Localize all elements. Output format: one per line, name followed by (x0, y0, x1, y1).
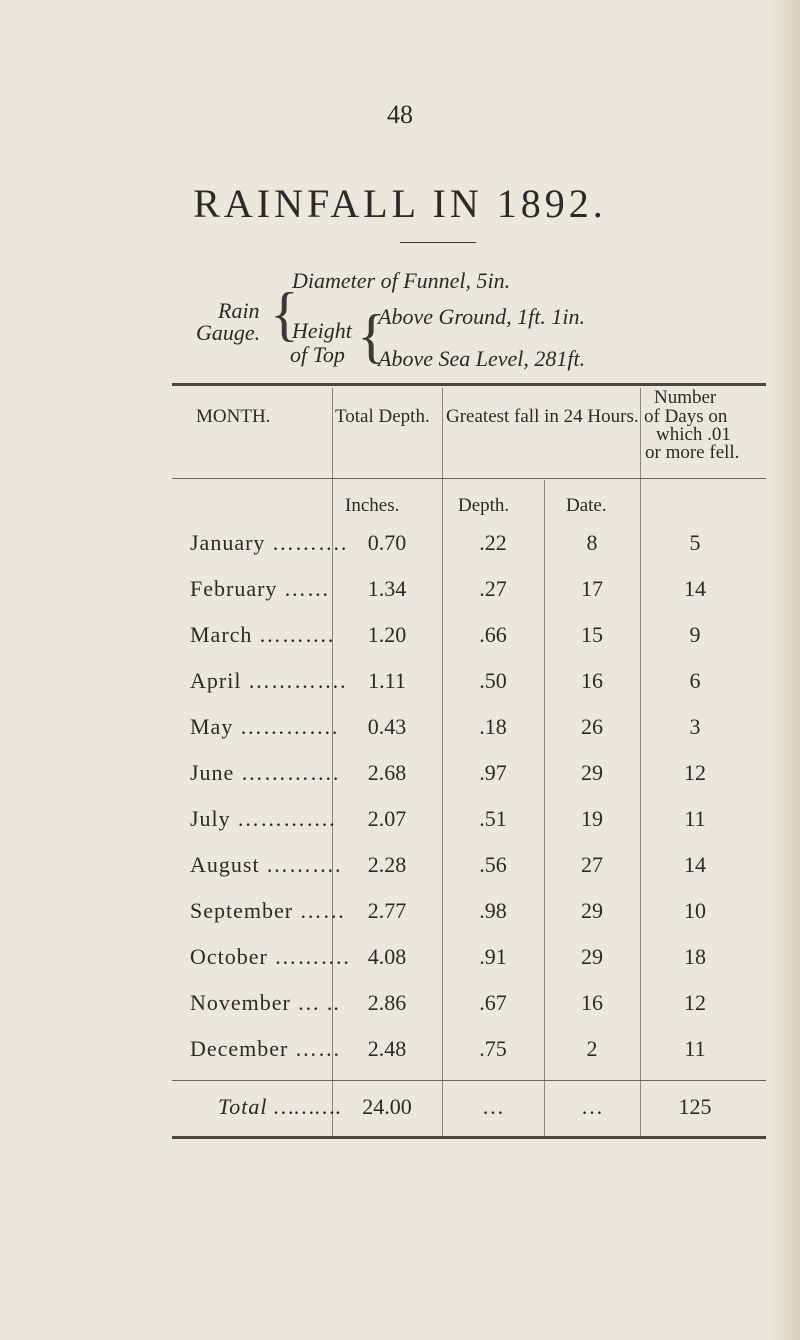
column-header-greatest-fall: Greatest fall in 24 Hours. (446, 406, 639, 427)
height-brace: { (357, 303, 386, 369)
depth-cell: .91 (479, 944, 507, 969)
depth-cell: .97 (479, 760, 507, 785)
total-cell: 1.20 (367, 622, 407, 647)
days-cell: 12 (684, 760, 706, 785)
days-cell: 6 (689, 668, 701, 693)
total-cell: 2.77 (367, 898, 407, 923)
gauge-brace: { (270, 281, 299, 347)
days-cell: 11 (684, 806, 706, 831)
above-sea: Above Sea Level, 281ft. (378, 346, 586, 371)
date-cell: 15 (581, 622, 603, 647)
depth-cell: .51 (479, 806, 507, 831)
column-header-total-depth: Total Depth. (335, 406, 430, 427)
month-cell: June …………. (190, 760, 340, 785)
funnel-diameter: Diameter of Funnel, 5in. (292, 268, 511, 293)
days-cell: 14 (684, 576, 706, 601)
date-cell: 29 (581, 760, 603, 785)
above-ground: Above Ground, 1ft. 1in. (378, 304, 585, 329)
page-title: RAINFALL IN 1892. (193, 181, 607, 226)
total-cell: 2.07 (367, 806, 407, 831)
days-cell: 3 (689, 714, 701, 739)
page-number: 48 (387, 100, 413, 129)
month-cell: April …………. (190, 668, 347, 693)
height-label-1: Height (292, 318, 352, 343)
days-cell: 5 (689, 530, 701, 555)
depth-cell: … (482, 1094, 504, 1119)
table-top-rule (172, 383, 766, 386)
column-header-days-2: of Days on (644, 406, 728, 427)
date-cell: 16 (581, 990, 603, 1015)
date-cell: 26 (581, 714, 603, 739)
month-cell: May …………. (190, 714, 339, 739)
depth-cell: .27 (479, 576, 507, 601)
total-cell: 4.08 (367, 944, 407, 969)
days-cell: 12 (684, 990, 706, 1015)
depth-cell: .98 (479, 898, 507, 923)
date-cell: 29 (581, 944, 603, 969)
height-label-2: of Top (290, 342, 345, 367)
month-cell: March ………. (190, 622, 335, 647)
month-cell: February …… (190, 576, 330, 601)
header-rule (172, 478, 766, 479)
total-cell: 1.11 (368, 668, 406, 693)
month-cell: October ………. (190, 944, 350, 969)
date-cell: 19 (581, 806, 603, 831)
column-header-days-4: or more fell. (645, 442, 740, 463)
days-cell: 125 (678, 1094, 712, 1119)
date-cell: 27 (581, 852, 603, 877)
date-cell: 2 (586, 1036, 598, 1061)
month-cell: January ………. (190, 530, 348, 555)
total-cell: 24.00 (362, 1094, 412, 1119)
days-cell: 11 (684, 1036, 706, 1061)
depth-cell: .75 (479, 1036, 507, 1061)
rain-gauge-info (0, 0, 800, 371)
depth-cell: .50 (479, 668, 507, 693)
total-cell: 2.28 (367, 852, 407, 877)
total-rule (172, 1080, 766, 1081)
total-cell: 2.86 (367, 990, 407, 1015)
total-label: Total ………. (218, 1094, 343, 1119)
column-header-days-1: Number (654, 387, 717, 408)
rain-gauge-label-2: Gauge. (196, 320, 261, 345)
date-cell: 8 (586, 530, 598, 555)
total-cell: 2.48 (367, 1036, 407, 1061)
page-edge-shade (770, 0, 800, 1340)
total-cell: 0.70 (367, 530, 407, 555)
month-cell: December …… (190, 1036, 341, 1061)
rain-gauge-label-1: Rain (218, 298, 260, 323)
month-cell: September …… (190, 898, 346, 923)
date-cell: 29 (581, 898, 603, 923)
column-header-month: MONTH. (196, 406, 271, 427)
table-bottom-rule (172, 1136, 766, 1139)
month-cell: November … .. (190, 990, 340, 1015)
column-header-days-3: which .01 (656, 424, 731, 445)
days-cell: 9 (689, 622, 701, 647)
depth-cell: .18 (479, 714, 507, 739)
total-cell: 1.34 (367, 576, 407, 601)
subheader-depth: Depth. (458, 495, 510, 516)
depth-cell: .67 (479, 990, 507, 1015)
date-cell: 17 (581, 576, 603, 601)
total-cell: 2.68 (367, 760, 407, 785)
subheader-date: Date. (566, 495, 607, 516)
month-cell: August ………. (190, 852, 342, 877)
days-cell: 14 (684, 852, 706, 877)
month-cell: July …………. (190, 806, 336, 831)
depth-cell: .22 (479, 530, 507, 555)
subheader-inches: Inches. (345, 495, 400, 516)
days-cell: 10 (684, 898, 706, 923)
total-cell: 0.43 (367, 714, 407, 739)
days-cell: 18 (684, 944, 706, 969)
date-cell: … (581, 1094, 603, 1119)
depth-cell: .66 (479, 622, 507, 647)
date-cell: 16 (581, 668, 603, 693)
depth-cell: .56 (479, 852, 507, 877)
